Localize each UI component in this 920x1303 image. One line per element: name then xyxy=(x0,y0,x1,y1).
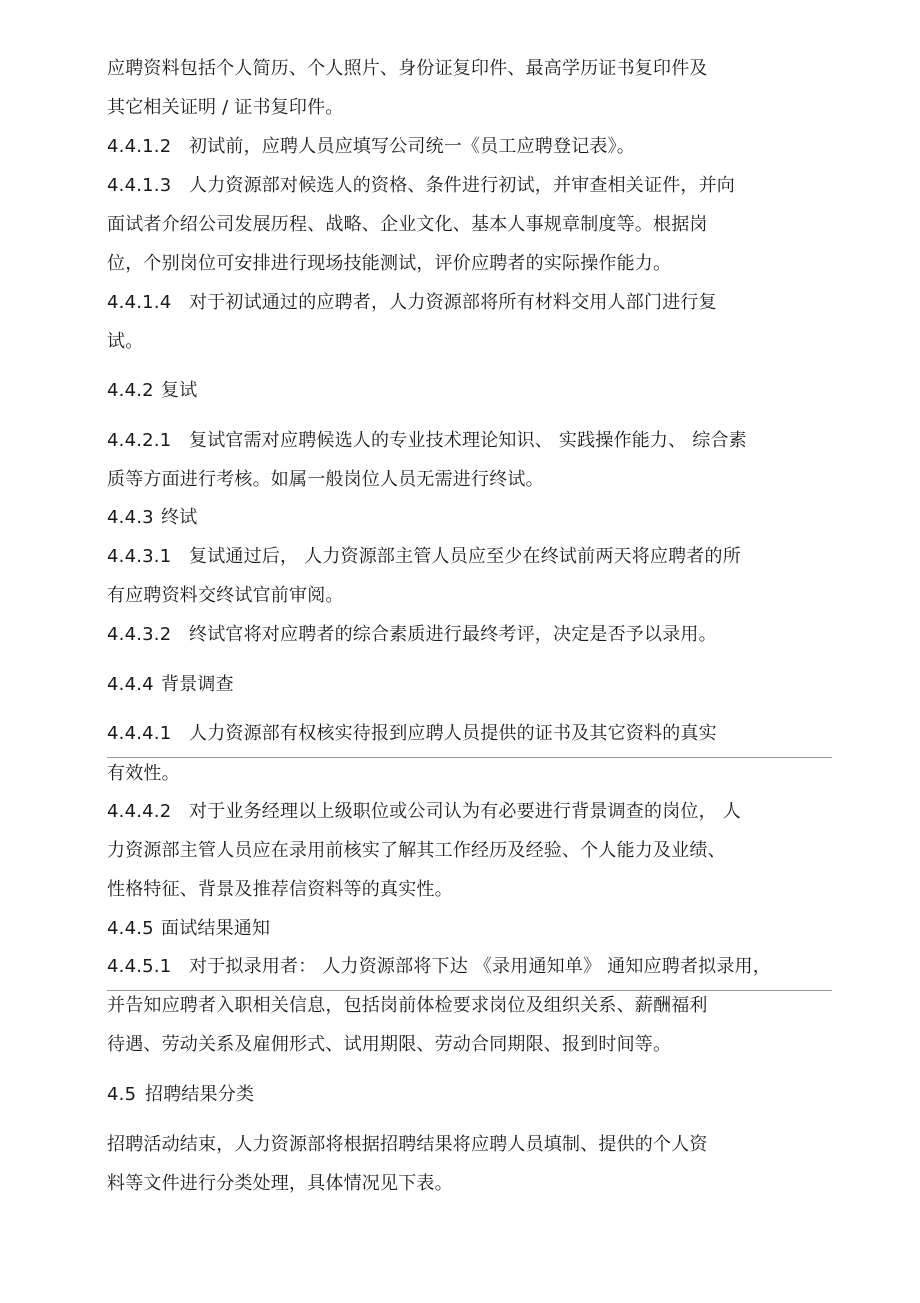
text-line: 并告知应聘者入职相关信息，包括岗前体检要求岗位及组织关系、薪酬福利 xyxy=(107,995,708,1016)
clause-4-4-1-4: 4.4.1.4 对于初试通过的应聘者，人力资源部将所有材料交用人部门进行复 xyxy=(107,292,717,313)
text-line: 面试者介绍公司发展历程、战略、企业文化、基本人事规章制度等。根据岗 xyxy=(107,214,708,235)
section-heading-4-4-3: 4.4.3 终试 xyxy=(107,507,198,528)
clause-number: 4.4.3.1 xyxy=(107,546,172,567)
text-line: 应聘资料包括个人简历、个人照片、身份证复印件、最高学历证书复印件及 xyxy=(107,58,708,79)
text-line: 待遇、劳动关系及雇佣形式、试用期限、劳动合同期限、报到时间等。 xyxy=(107,1034,672,1055)
section-number: 4.5 xyxy=(107,1084,137,1105)
clause-4-4-1-2: 4.4.1.2 初试前，应聘人员应填写公司统一《员工应聘登记表》。 xyxy=(107,136,635,157)
divider-line xyxy=(107,990,832,991)
section-number: 4.4.3 xyxy=(107,507,154,528)
text-line: 招聘活动结束，人力资源部将根据招聘结果将应聘人员填制、提供的个人资 xyxy=(107,1134,708,1155)
text-line: 料等文件进行分类处理，具体情况见下表。 xyxy=(107,1173,453,1194)
clause-4-4-4-2: 4.4.4.2 对于业务经理以上级职位或公司认为有必要进行背景调查的岗位， 人 xyxy=(107,801,741,822)
section-heading-4-4-5: 4.4.5 面试结果通知 xyxy=(107,918,271,939)
section-heading-4-4-2: 4.4.2 复试 xyxy=(107,380,198,401)
text-line: 位，个别岗位可安排进行现场技能测试，评价应聘者的实际操作能力。 xyxy=(107,253,672,274)
section-number: 4.4.5 xyxy=(107,918,154,939)
text-line: 质等方面进行考核。如属一般岗位人员无需进行终试。 xyxy=(107,469,544,490)
divider-line xyxy=(107,757,832,758)
text-line: 有应聘资料交终试官前审阅。 xyxy=(107,585,344,606)
text-line: 试。 xyxy=(107,331,144,352)
clause-4-4-5-1: 4.4.5.1 对于拟录用者： 人力资源部将下达 《录用通知单》 通知应聘者拟录用， xyxy=(107,956,771,977)
clause-4-4-3-2: 4.4.3.2 终试官将对应聘者的综合素质进行最终考评，决定是否予以录用。 xyxy=(107,624,717,645)
clause-4-4-4-1: 4.4.4.1 人力资源部有权核实待报到应聘人员提供的证书及其它资料的真实 xyxy=(107,723,717,744)
section-number: 4.4.4 xyxy=(107,674,154,695)
clause-number: 4.4.1.3 xyxy=(107,175,172,196)
clause-number: 4.4.4.1 xyxy=(107,723,172,744)
section-heading-4-5: 4.5 招聘结果分类 xyxy=(107,1084,255,1105)
clause-4-4-2-1: 4.4.2.1 复试官需对应聘候选人的专业技术理论知识、 实践操作能力、 综合素 xyxy=(107,430,747,451)
text-line: 其它相关证明 / 证书复印件。 xyxy=(107,97,344,118)
section-number: 4.4.2 xyxy=(107,380,154,401)
clause-number: 4.4.3.2 xyxy=(107,624,172,645)
clause-number: 4.4.2.1 xyxy=(107,430,172,451)
clause-number: 4.4.5.1 xyxy=(107,956,172,977)
section-heading-4-4-4: 4.4.4 背景调查 xyxy=(107,674,234,695)
clause-4-4-3-1: 4.4.3.1 复试通过后， 人力资源部主管人员应至少在终试前两天将应聘者的所 xyxy=(107,546,741,567)
clause-number: 4.4.1.4 xyxy=(107,292,172,313)
text-line: 性格特征、背景及推荐信资料等的真实性。 xyxy=(107,879,453,900)
clause-number: 4.4.1.2 xyxy=(107,136,172,157)
clause-4-4-1-3: 4.4.1.3 人力资源部对候选人的资格、条件进行初试，并审查相关证件，并向 xyxy=(107,175,735,196)
text-line: 有效性。 xyxy=(107,763,180,784)
text-line: 力资源部主管人员应在录用前核实了解其工作经历及经验、个人能力及业绩、 xyxy=(107,840,726,861)
clause-number: 4.4.4.2 xyxy=(107,801,172,822)
